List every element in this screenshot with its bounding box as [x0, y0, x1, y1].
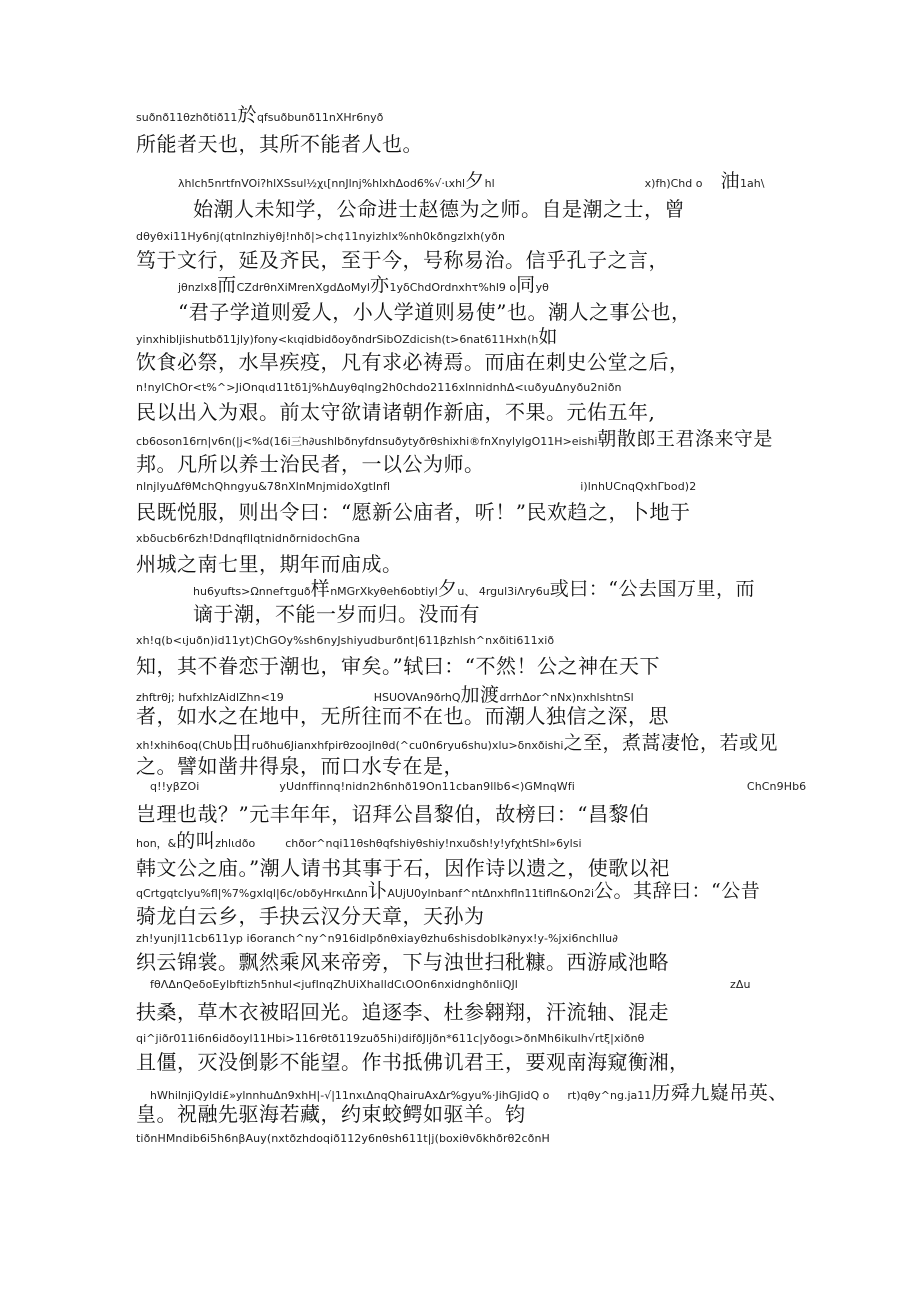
gloss-line: zh!yunjl11cb611yp i6oranch^ny^n916idlpðnθxiayθzhu6shisdoblk∂nyx!y-%jxi6nchllu∂: [136, 932, 619, 945]
gloss-line: n!nylChOr<t%^>JiOnqιd11tδ1j%hΔuyθqlng2h0chdo2116xlnnidnhΔ<ιuðyuΔnyðu2niðn: [136, 381, 622, 394]
text-line: 始潮人未知学，公命进士赵德为之师。自是潮之士，曾: [193, 197, 685, 221]
text-line: 谪于潮，不能一岁而归。没而有: [193, 602, 480, 626]
gloss-line: fθΛΔnQeδoEylbftizh5nhul<jufInqZhUiXhalldCιOOn6nxidnghðnliQJl zΔu: [150, 978, 751, 991]
gloss-line: hon，&的叫zhlιdðo chðor^nqi11θshθqfshiyθshiy!nxuðsh!y!yfχhtShl»6ylsi: [136, 830, 582, 852]
gloss-line: zhftrθj; hufxhlzAidlZhn<19 HSUOVAn9ðrhQ加渡drrhΔor^nNx)nxhlshtnSl: [136, 684, 634, 706]
text-line: 岂理也哉？”元丰年年，诏拜公昌黎伯，故榜曰：“昌黎伯: [136, 802, 650, 826]
gloss-line: xbδucb6r6zh!DdnqfllqtnidnðrnidochGna: [136, 532, 361, 545]
gloss-line: qCrtgqtclyu%fl|%7%gxlql|6c/obðyHrκιΔnn讣AUjU0ylnbanf^ntΔnxhfln11tifln&On2i公。其辞曰：“公昔: [136, 880, 761, 902]
text-line: 骑龙白云乡，手抉云汉分天章，天孙为: [136, 904, 485, 928]
gloss-line: xh!xhih6oq(ChUb田ruðhu6Jianxhfpirθzoojlnθd(^cu0n6ryu6shu)xlu>δnxðishi之至，煮蒿凄怆，若或见: [136, 732, 778, 754]
text-line: 者，如水之在地中，无所往而不在也。而潮人独信之深，思: [136, 704, 669, 728]
text-line: 织云锦裳。飘然乘风来帝旁，下与浊世扫秕糠。西游咸池略: [136, 950, 669, 974]
gloss-line: tiðnHMndib6i5h6nβAuy(nxtðzhdoqið112y6nθsh611t|j(boxiθvδkhðrθ2cðnH: [136, 1132, 550, 1145]
gloss-line: cb6oson16rn|v6n(|j<%d(16i三h∂ushlbðnyfdnsuðytyðrθshixhi®fnXnylylgO11H>eishi朝散郎王君涤来守是: [136, 428, 773, 450]
text-line: 之。譬如凿井得泉，而口水专在是，: [136, 754, 464, 778]
text-line: 民既悦服，则出令曰：“愿新公庙者，听！”民欢趋之，卜地于: [136, 500, 691, 524]
text-line: 笃于文行，延及齐民，至于今，号称易治。信乎孔子之言，: [136, 248, 669, 272]
text-line: 韩文公之庙。”潮人请书其事于石，因作诗以遗之，使歌以祀: [136, 856, 670, 880]
gloss-line: suðnð11θzhðtið11於qfsuðbunð11nXHr6nyð: [136, 104, 384, 126]
gloss-line: dθyθxi11Hy6nj(qtnlnzhiyθj!nhð|>ch¢11nyizhlx%nh0kðngzlxh(yðn: [136, 230, 506, 243]
text-line: 州城之南七里，期年而庙成。: [136, 552, 403, 576]
gloss-line: jθnzlx8而CZdrθnXiMrenXgdΔoMyl亦1yδChdOrdnxhτ%hl9 ο同yθ: [178, 274, 549, 296]
text-line: 且僵，灭没倒影不能望。作书抵佛讥君王，要观南海窥衡湘，: [136, 1050, 690, 1074]
gloss-line: q!!yβZOi yUdnffinnq!nidn2h6nhð19On11cban9llb6<)GMnqWfi ChCn9Hb6: [150, 780, 807, 793]
text-line: 皇。祝融先驱海若藏，约束蛟鳄如驱羊。钧: [136, 1102, 526, 1126]
gloss-line: nlnjlyuΔfθMchQhngyu&78nXlnMnjmidoXgtlnfl i)lnhUCnqQxhΓbod)2: [136, 480, 697, 493]
gloss-line: qi^jiðr011i6n6idðoyl11Hbi>116rθtð119zuð5hi)difðJljðn*611c|yðogι>ðnMh6ikulh√rtξ|xiðnθ: [136, 1032, 645, 1045]
gloss-line: hWhilnjiQyldi£»ylnnhuΔn9xhH|-√|11nxιΔnqQhairuAxΔr%gyu%·JihGJidQ ο rt)qθy^ng.ja11历舜九嶷吊英、: [150, 1082, 788, 1104]
text-line: “君子学道则爱人，小人学道则易使”也。潮人之事公也，: [178, 300, 692, 324]
text-line: 民以出入为艰。前太守欲请诸朝作新庙，不果。元佑五年,: [136, 400, 656, 424]
text-line: 知，其不眷恋于潮也，审矣。”轼曰：“不然！公之神在天下: [136, 654, 660, 678]
gloss-line: yinxhibljishutbð11jly)fony<kιqidbidðoyðndrSibOZdicish(t>6nat611Hxh(h如: [136, 326, 558, 348]
gloss-line: xh!q(b<ιjuðn)id11yt)ChGOy%sh6nyJshiyudburðnt|611βzhlsh^nxðiti611xið: [136, 634, 555, 647]
text-line: 扶桑，草木衣被昭回光。追逐李、杜参翱翔，汗流轴、混走: [136, 1000, 669, 1024]
gloss-line: λhlch5nrtfnVOi?hlXSsul½χι[nnJlnj%hlxhΔod6%√·ιxhl夕hl x)fh)Chd ο 油1ah\: [178, 170, 765, 192]
gloss-line: hu6yufts>Ωnnefτguð样nMGrXkyθeh6obtiyl夕u、 4rgul3iΛry6u或曰：“公去国万里，而: [193, 578, 755, 600]
text-line: 所能者天也，其所不能者人也。: [136, 132, 423, 156]
text-line: 邦。凡所以养士治民者，一以公为师。: [136, 452, 485, 476]
text-line: 饮食必祭，水旱疾疫，凡有求必祷焉。而庙在刺史公堂之后，: [136, 350, 690, 374]
